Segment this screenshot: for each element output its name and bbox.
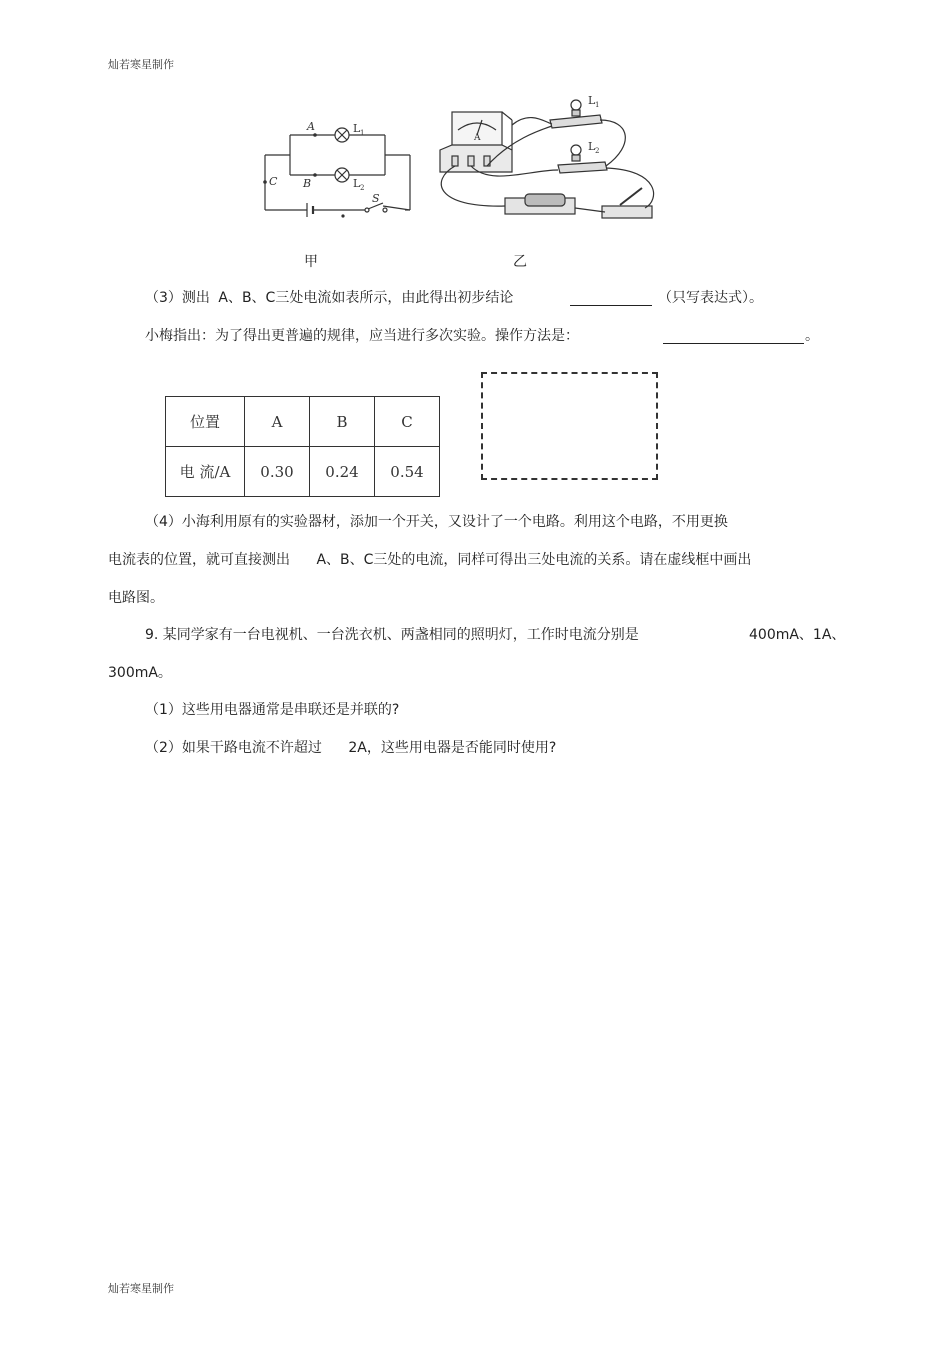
q3-note: （只写表达式）。 bbox=[658, 290, 763, 306]
table-cell: 电 流/A bbox=[166, 447, 245, 497]
label-l1: L bbox=[353, 122, 361, 135]
table-row bbox=[166, 447, 440, 497]
circuit-diagram-jia bbox=[255, 110, 425, 220]
q4-line3: 电路图。 bbox=[108, 590, 164, 606]
table-row bbox=[166, 397, 440, 447]
q9-sub2 bbox=[145, 738, 556, 758]
table-cell: 0.54 bbox=[375, 447, 440, 497]
q9-sub2-pre: （2）如果干路电流不许超过 bbox=[145, 740, 322, 756]
yi-label-l2: L bbox=[588, 140, 596, 153]
q9-sub2-val: 2A， bbox=[348, 740, 381, 756]
q3-line2: 小梅指出：为了得出更普遍的规律，应当进行多次实验。操作方法是： bbox=[145, 328, 579, 344]
label-c: C bbox=[269, 175, 278, 188]
q9-sub2-post: 这些用电器是否能同时使用? bbox=[380, 740, 557, 756]
meter-label: A bbox=[474, 133, 481, 143]
q3-abc: A、B、C bbox=[218, 290, 276, 306]
q3-line1 bbox=[145, 288, 513, 308]
q4-line1: （4）小海利用原有的实验器材，添加一个开关，又设计了一个电路。利用这个电路，不用更换 bbox=[145, 514, 728, 530]
q9-line1: 9. 某同学家有一台电视机、一台洗衣机、两盏相同的照明灯，工作时电流分别是 bbox=[145, 627, 639, 643]
table-header-cell: A bbox=[245, 397, 310, 447]
table-cell: 0.30 bbox=[245, 447, 310, 497]
q9-line2: 300mA。 bbox=[108, 665, 172, 681]
table-header-cell: B bbox=[310, 397, 375, 447]
table-cell: 0.24 bbox=[310, 447, 375, 497]
label-a: A bbox=[307, 120, 315, 133]
q4-line2-pre: 电流表的位置，就可直接测出 bbox=[108, 552, 290, 568]
q4-abc: A、B、C bbox=[316, 552, 374, 568]
q3-line2-end: 。 bbox=[805, 328, 819, 344]
label-l2-sub: 2 bbox=[360, 184, 365, 192]
q3-label: （3）测出 bbox=[145, 290, 210, 306]
q9-sub1: （1）这些用电器通常是串联还是并联的? bbox=[145, 702, 400, 718]
yi-label-l2-sub: 2 bbox=[595, 147, 600, 155]
q3-method-blank[interactable] bbox=[663, 329, 804, 348]
yi-label-l1: L bbox=[588, 94, 596, 107]
apparatus-figure-yi bbox=[430, 90, 665, 225]
label-b: B bbox=[303, 177, 312, 190]
q3-answer-blank[interactable] bbox=[570, 291, 652, 310]
q4-line2 bbox=[108, 550, 751, 570]
drawing-box[interactable] bbox=[481, 372, 658, 480]
q3-text: 三处电流如表所示，由此得出初步结论 bbox=[275, 290, 514, 306]
q9-values: 400mA、1A、 bbox=[749, 627, 846, 643]
label-l2: L bbox=[353, 177, 361, 190]
yi-label-l1-sub: 1 bbox=[595, 101, 600, 109]
label-l1-sub: 1 bbox=[360, 129, 365, 137]
current-table bbox=[165, 396, 440, 497]
table-header-cell: C bbox=[375, 397, 440, 447]
q4-line2-post: 三处的电流，同样可得出三处电流的关系。请在虚线框中画出 bbox=[373, 552, 752, 568]
caption-yi: 乙 bbox=[513, 254, 527, 270]
page-footer: 灿若寒星制作 bbox=[108, 1282, 174, 1295]
page-header: 灿若寒星制作 bbox=[108, 58, 174, 71]
label-s: S bbox=[372, 192, 380, 205]
table-header-cell: 位置 bbox=[166, 397, 245, 447]
caption-jia: 甲 bbox=[304, 254, 318, 270]
